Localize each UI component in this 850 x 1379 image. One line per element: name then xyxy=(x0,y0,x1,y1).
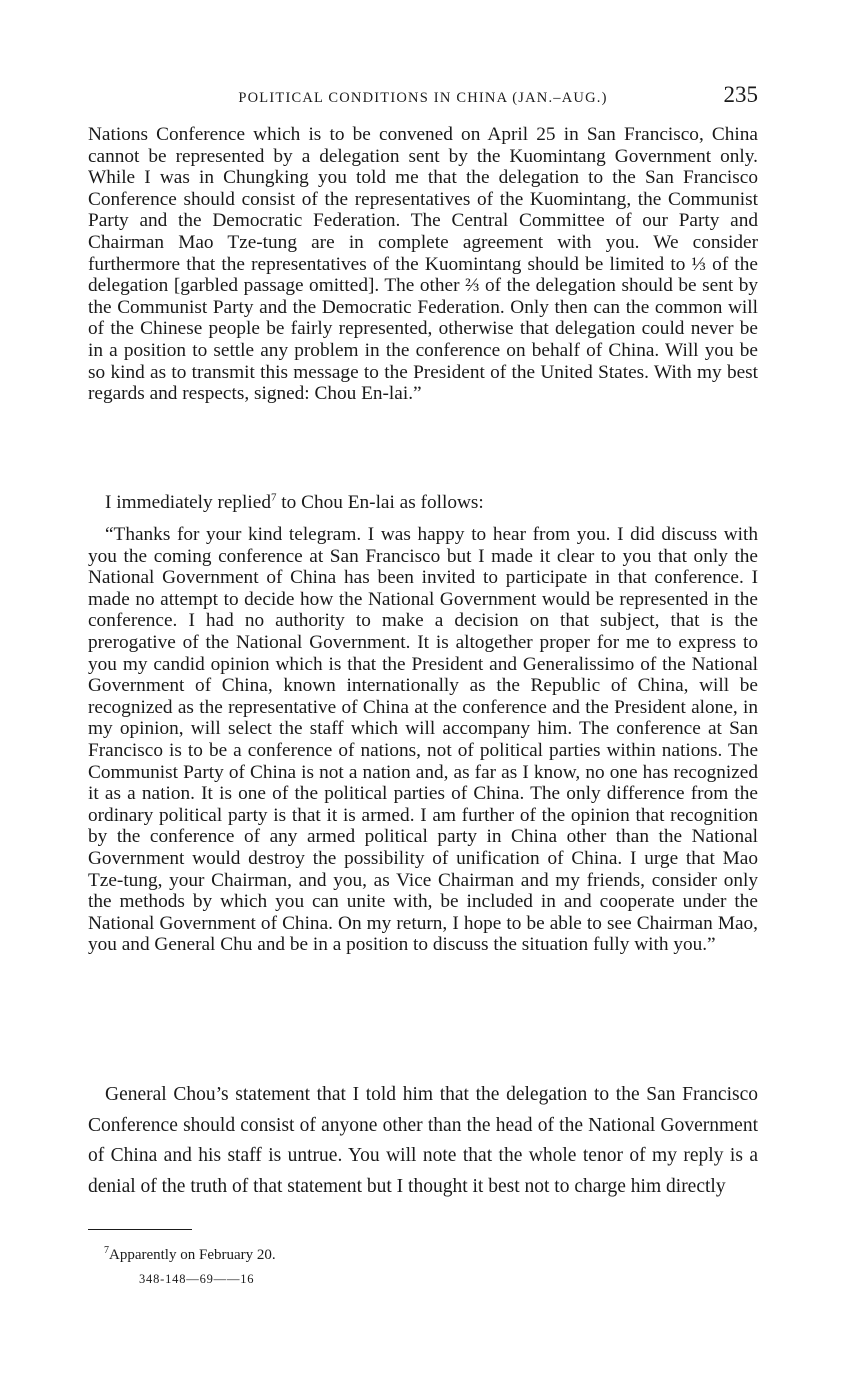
page-number: 235 xyxy=(723,82,758,107)
reply-intro-paragraph xyxy=(88,491,758,515)
reply-intro-before: I immediately replied xyxy=(105,492,271,513)
quoted-telegram-continuation xyxy=(88,124,758,405)
reply-intro-line xyxy=(88,491,758,515)
print-code: 348-148—69——16 xyxy=(139,1272,255,1286)
footnote-reference[interactable]: 7 xyxy=(270,491,277,504)
closing-paragraph-text: General Chou’s statement that I told him that the delegation to the San Francisco Conference should consist of anyone other than the head of the National Government of China and his staff is untrue. You will note that the whole tenor of my reply is a denial of the truth of that statement but I thought it best not to charge him directly xyxy=(88,1084,758,1197)
footnote xyxy=(104,1247,276,1264)
quoted-telegram-text: Nations Conference which is to be convened on April 25 in San Francisco, China cannot be represented by a delegation sent by the Kuomintang Government only. While I was in Chungking you told me that the delegation to the San Francisco Conference should consist of the representatives of the Kuomintang, the Communist Party and the Democratic Federation. The Central Committee of our Party and Chairman Mao Tze-tung are in complete agreement with you. We consider furthermore that the representatives of the Kuomintang should be limited to ⅓ of the delegation [garbled passage omitted]. The other ⅔ of the delegation should be sent by the Communist Party and the Democratic Federation. Only then can the common will of the Chinese people be fairly represented, otherwise that delegation could never be in a position to settle any problem in the conference on behalf of China. Will you be so kind as to transmit this message to the President of the United States. With my best regards and respects, signed: Chou En-lai.” xyxy=(88,124,758,405)
reply-telegram-text: “Thanks for your kind telegram. I was happy to hear from you. I did discuss with you the coming conference at San Francisco but I made it clear to you that only the National Government of China has been invited to participate in that conference. I made no attempt to decide how the National Government would be represented in the conference. I had no authority to make a decision on that subject, that is the prerogative of the National Government. It is altogether proper for me to express to you my candid opinion which is that the President and Generalissimo of the National Government of China, known internationally as the Republic of China, will be recognized as the representative of China at the conference and the President alone, in my opinion, will select the staff which will accompany him. The conference at San Francisco is to be a conference of nations, not of political parties within nations. The Communist Party of China is not a nation and, as far as I know, no one has recognized it as a nation. It is one of the political parties of China. The only difference from the ordinary political party is that it is armed. I am further of the opinion that recognition by the conference of any armed political party in China other than the National Government would destroy the possibility of unification of China. I urge that Mao Tze-tung, your Chairman, and you, as Vice Chairman and my friends, consider only the methods by which you can unite with, be included in and cooperate under the National Government of China. On my return, I hope to be able to see Chairman Mao, you and General Chu and be in a position to discuss the situation fully with you.” xyxy=(88,524,758,956)
footnote-text: Apparently on February 20. xyxy=(109,1247,276,1263)
reply-telegram xyxy=(88,524,758,956)
footnote-divider xyxy=(88,1229,192,1230)
footnote-marker: 7 xyxy=(104,1245,109,1256)
running-title: POLITICAL CONDITIONS IN CHINA (JAN.–AUG.) xyxy=(238,90,608,106)
reply-intro-after: to Chou En-lai as follows: xyxy=(276,492,484,513)
running-head xyxy=(88,82,758,114)
closing-paragraph xyxy=(88,1080,758,1202)
